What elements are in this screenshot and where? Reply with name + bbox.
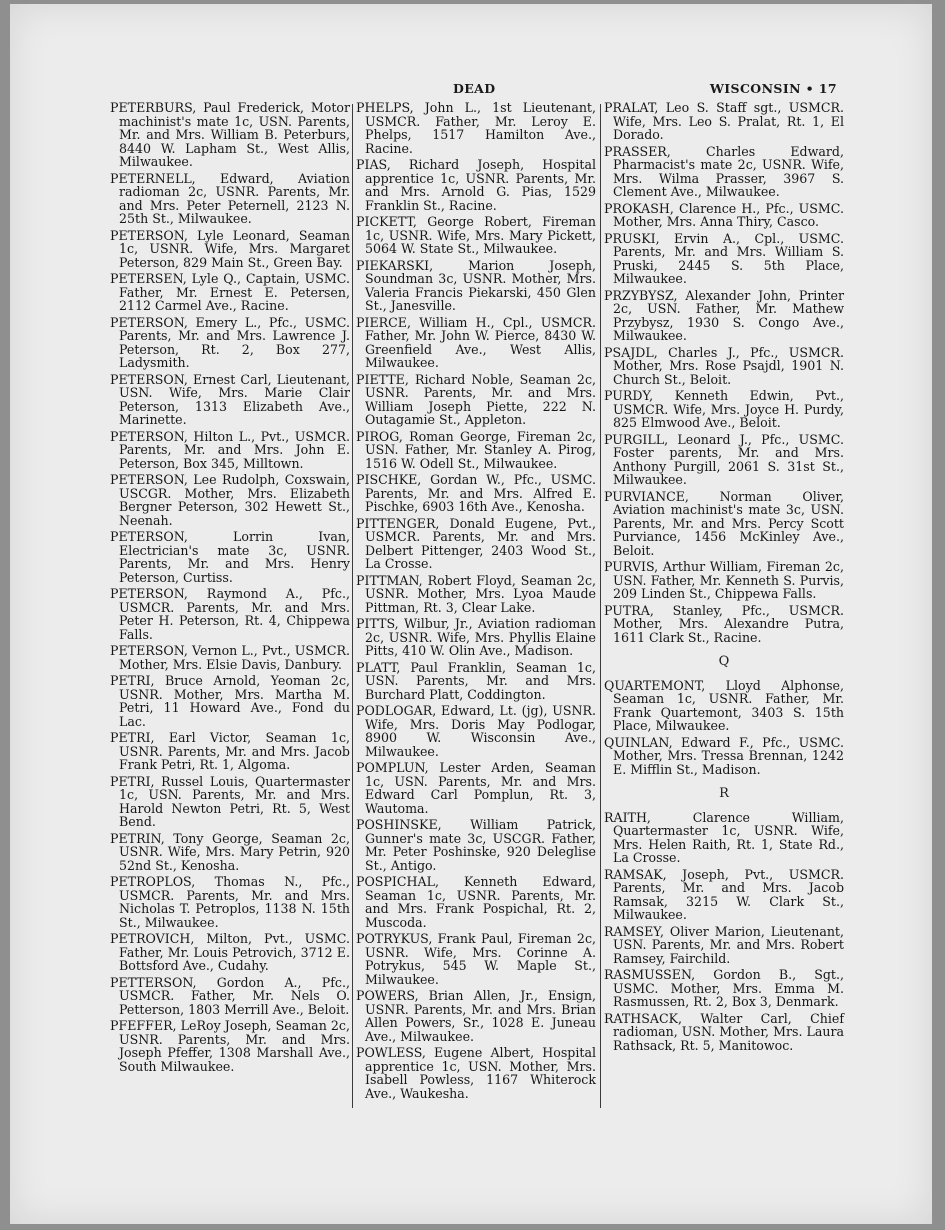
list-item: PROKASH, Clarence H., Pfc., USMC. Mother, Mrs. Anna Thiry, Casco.	[604, 200, 844, 229]
list-item: PETROPLOS, Thomas N., Pfc., USMCR. Parents, Mr. and Mrs. Nicholas T. Petroplos, 1138 N. 15th St., Milwaukee.	[110, 874, 350, 930]
list-item: QUINLAN, Edward F., Pfc., USMC. Mother, Mrs. Tressa Brennan, 1242 E. Mifflin St., Madison.	[604, 734, 844, 777]
list-item: PFEFFER, LeRoy Joseph, Seaman 2c, USNR. Parents, Mr. and Mrs. Joseph Pfeffer, 1308 Marshall Ave., South Milwaukee.	[110, 1018, 350, 1074]
list-item: PETERSON, Lee Rudolph, Coxswain, USCGR. Mother, Mrs. Elizabeth Bergner Peterson, 302 Hewett St., Neenah.	[110, 472, 350, 528]
list-item: PIETTE, Richard Noble, Seaman 2c, USNR. Parents, Mr. and Mrs. William Joseph Piette, 222 N. Outagamie St., Appleton.	[356, 371, 596, 427]
list-item: POSPICHAL, Kenneth Edward, Seaman 1c, USNR. Parents, Mr. and Mrs. Frank Pospichal, Rt. 2, Muscoda.	[356, 874, 596, 930]
list-item: PETERSON, Hilton L., Pvt., USMCR. Parents, Mr. and Mrs. John E. Peterson, Box 345, Milltown.	[110, 428, 350, 471]
list-item: PITTS, Wilbur, Jr., Aviation radioman 2c, USNR. Wife, Mrs. Phyllis Elaine Pitts, 410 W. Olin Ave., Madison.	[356, 616, 596, 658]
list-item: PETRI, Russel Louis, Quartermaster 1c, USN. Parents, Mr. and Mrs. Harold Newton Petri, Rt. 5, West Bend.	[110, 773, 350, 829]
column-divider	[352, 104, 353, 1108]
list-item: PETERNELL, Edward, Aviation radioman 2c, USNR. Parents, Mr. and Mrs. Peter Peternell, 2123 N. 25th St., Milwaukee.	[110, 170, 350, 226]
list-item: PETTERSON, Gordon A., Pfc., USMCR. Father, Mr. Nels O. Petterson, 1803 Merrill Ave., Beloit.	[110, 974, 350, 1017]
list-item: PODLOGAR, Edward, Lt. (jg), USNR. Wife, Mrs. Doris May Podlogar, 8900 W. Wisconsin Ave., Milwaukee.	[356, 703, 596, 759]
list-item: PITTENGER, Donald Eugene, Pvt., USMCR. Parents, Mr. and Mrs. Delbert Pittenger, 2403 Wood St., La Crosse.	[356, 515, 596, 571]
list-item: PRUSKI, Ervin A., Cpl., USMC. Parents, Mr. and Mrs. William S. Pruski, 2445 S. 5th Place, Milwaukee.	[604, 230, 844, 286]
list-item: POMPLUN, Lester Arden, Seaman 1c, USN. Parents, Mr. and Mrs. Edward Carl Pomplun, Rt. 3, Wautoma.	[356, 760, 596, 816]
section-letter-r: R	[719, 786, 729, 801]
list-item: PIAS, Richard Joseph, Hospital apprentice 1c, USNR. Parents, Mr. and Mrs. Arnold G. Pias, 1529 Franklin St., Racine.	[356, 157, 596, 213]
list-item: PITTMAN, Robert Floyd, Seaman 2c, USNR. Mother, Mrs. Lyoa Maude Pittman, Rt. 3, Clear Lake.	[356, 572, 596, 615]
list-item: PETERSON, Raymond A., Pfc., USMCR. Parents, Mr. and Mrs. Peter H. Peterson, Rt. 4, Chippewa Falls.	[110, 586, 350, 642]
list-item: RASMUSSEN, Gordon B., Sgt., USMC. Mother, Mrs. Emma M. Rasmussen, Rt. 2, Box 3, Denmark.	[604, 967, 844, 1009]
list-item: RATHSACK, Walter Carl, Chief radioman, USN. Mother, Mrs. Laura Rathsack, Rt. 5, Manitowoc.	[604, 1010, 844, 1053]
list-item: RAMSEY, Oliver Marion, Lieutenant, USN. Parents, Mr. and Mrs. Robert Ramsey, Fairchild.	[604, 923, 844, 966]
list-item: PETERBURS, Paul Frederick, Motor machinist's mate 1c, USN. Parents, Mr. and Mrs. William B. Peterburs, 8440 W. Lapham St., West Allis, Milwaukee.	[110, 100, 350, 169]
list-item: PHELPS, John L., 1st Lieutenant, USMCR. Father, Mr. Leroy E. Phelps, 1517 Hamilton Ave., Racine.	[356, 100, 596, 156]
list-item: PETERSEN, Lyle Q., Captain, USMC. Father, Mr. Ernest E. Petersen, 2112 Carmel Ave., Racine.	[110, 271, 350, 313]
list-item: PUTRA, Stanley, Pfc., USMCR. Mother, Mrs. Alexandre Putra, 1611 Clark St., Racine.	[604, 602, 844, 645]
list-item: POWERS, Brian Allen, Jr., Ensign, USNR. Parents, Mr. and Mrs. Brian Allen Powers, Sr., 1028 E. Juneau Ave., Milwaukee.	[356, 988, 596, 1044]
running-header	[10, 77, 932, 99]
list-item: PICKETT, George Robert, Fireman 1c, USNR. Wife, Mrs. Mary Pickett, 5064 W. State St., Milwaukee.	[356, 214, 596, 256]
header-title: DEAD	[453, 81, 496, 96]
list-item: QUARTEMONT, Lloyd Alphonse, Seaman 1c, USNR. Father, Mr. Frank Quartemont, 3403 S. 15th Place, Milwaukee.	[604, 677, 844, 733]
list-item: PETERSON, Lorrin Ivan, Electrician's mate 3c, USNR. Parents, Mr. and Mrs. Henry Peterson, Curtiss.	[110, 529, 350, 585]
list-item: PURDY, Kenneth Edwin, Pvt., USMCR. Wife, Mrs. Joyce H. Purdy, 825 Elmwood Ave., Beloit.	[604, 388, 844, 430]
list-item: PISCHKE, Gordan W., Pfc., USMC. Parents, Mr. and Mrs. Alfred E. Pischke, 6903 16th Ave., Kenosha.	[356, 472, 596, 514]
document-page	[10, 4, 932, 1224]
list-item: POSHINSKE, William Patrick, Gunner's mate 3c, USCGR. Father, Mr. Peter Poshinske, 920 Deleglise St., Antigo.	[356, 817, 596, 873]
list-item: PETERSON, Vernon L., Pvt., USMCR. Mother, Mrs. Elsie Davis, Danbury.	[110, 643, 350, 672]
list-item: POWLESS, Eugene Albert, Hospital apprentice 1c, USN. Mother, Mrs. Isabell Powless, 1167 Whiterock Ave., Waukesha.	[356, 1045, 596, 1101]
list-item: PURVIS, Arthur William, Fireman 2c, USN. Father, Mr. Kenneth S. Purvis, 209 Linden St., Chippewa Falls.	[604, 559, 844, 601]
list-item: PETERSON, Emery L., Pfc., USMC. Parents, Mr. and Mrs. Lawrence J. Peterson, Rt. 2, Box 277, Ladysmith.	[110, 314, 350, 370]
list-item: PRALAT, Leo S. Staff sgt., USMCR. Wife, Mrs. Leo S. Pralat, Rt. 1, El Dorado.	[604, 100, 844, 142]
list-item: PIEKARSKI, Marion Joseph, Soundman 3c, USNR. Mother, Mrs. Valeria Francis Piekarski, 450 Glen St., Janesville.	[356, 257, 596, 313]
list-item: PRZYBYSZ, Alexander John, Printer 2c, USN. Father, Mr. Mathew Przybysz, 1930 S. Congo Ave., Milwaukee.	[604, 287, 844, 343]
list-item: POTRYKUS, Frank Paul, Fireman 2c, USNR. Wife, Mrs. Corinne A. Potrykus, 545 W. Maple St., Milwaukee.	[356, 931, 596, 987]
list-item: RAITH, Clarence William, Quartermaster 1c, USNR. Wife, Mrs. Helen Raith, Rt. 1, State Rd., La Crosse.	[604, 809, 844, 865]
list-item: PETERSON, Lyle Leonard, Seaman 1c, USNR. Wife, Mrs. Margaret Peterson, 829 Main St., Green Bay.	[110, 227, 350, 270]
list-item: PURVIANCE, Norman Oliver, Aviation machinist's mate 3c, USN. Parents, Mr. and Mrs. Percy Scott Purviance, 1456 McKinley Ave., Beloit.	[604, 488, 844, 558]
column-left	[110, 101, 350, 1076]
header-state-page: WISCONSIN • 17	[709, 81, 837, 96]
list-item: PLATT, Paul Franklin, Seaman 1c, USN. Parents, Mr. and Mrs. Burchard Platt, Coddington.	[356, 659, 596, 702]
section-letter-q: Q	[718, 654, 730, 669]
list-item: PIERCE, William H., Cpl., USMCR. Father, Mr. John W. Pierce, 8430 W. Greenfield Ave., West Allis, Milwaukee.	[356, 314, 596, 370]
list-item: PETRIN, Tony George, Seaman 2c, USNR. Wife, Mrs. Mary Petrin, 920 52nd St., Kenosha.	[110, 830, 350, 873]
column-divider	[600, 104, 601, 1108]
list-item: PRASSER, Charles Edward, Pharmacist's mate 2c, USNR. Wife, Mrs. Wilma Prasser, 3967 S. Clement Ave., Milwaukee.	[604, 143, 844, 199]
list-item: PIROG, Roman George, Fireman 2c, USN. Father, Mr. Stanley A. Pirog, 1516 W. Odell St., Milwaukee.	[356, 428, 596, 471]
list-item: PURGILL, Leonard J., Pfc., USMC. Foster parents, Mr. and Mrs. Anthony Purgill, 2061 S. 31st St., Milwaukee.	[604, 431, 844, 487]
list-item: PETRI, Earl Victor, Seaman 1c, USNR. Parents, Mr. and Mrs. Jacob Frank Petri, Rt. 1, Algoma.	[110, 730, 350, 772]
list-item: PETROVICH, Milton, Pvt., USMC. Father, Mr. Louis Petrovich, 3712 E. Bottsford Ave., Cudahy.	[110, 931, 350, 973]
list-item: PETERSON, Ernest Carl, Lieutenant, USN. Wife, Mrs. Marie Clair Peterson, 1313 Elizabeth Ave., Marinette.	[110, 371, 350, 427]
column-right	[604, 101, 844, 1055]
list-item: RAMSAK, Joseph, Pvt., USMCR. Parents, Mr. and Mrs. Jacob Ramsak, 3215 W. Clark St., Milwaukee.	[604, 866, 844, 922]
list-item: PSAJDL, Charles J., Pfc., USMCR. Mother, Mrs. Rose Psajdl, 1901 N. Church St., Beloit.	[604, 344, 844, 387]
column-middle	[356, 101, 596, 1103]
list-item: PETRI, Bruce Arnold, Yeoman 2c, USNR. Mother, Mrs. Martha M. Petri, 11 Howard Ave., Fond du Lac.	[110, 673, 350, 729]
